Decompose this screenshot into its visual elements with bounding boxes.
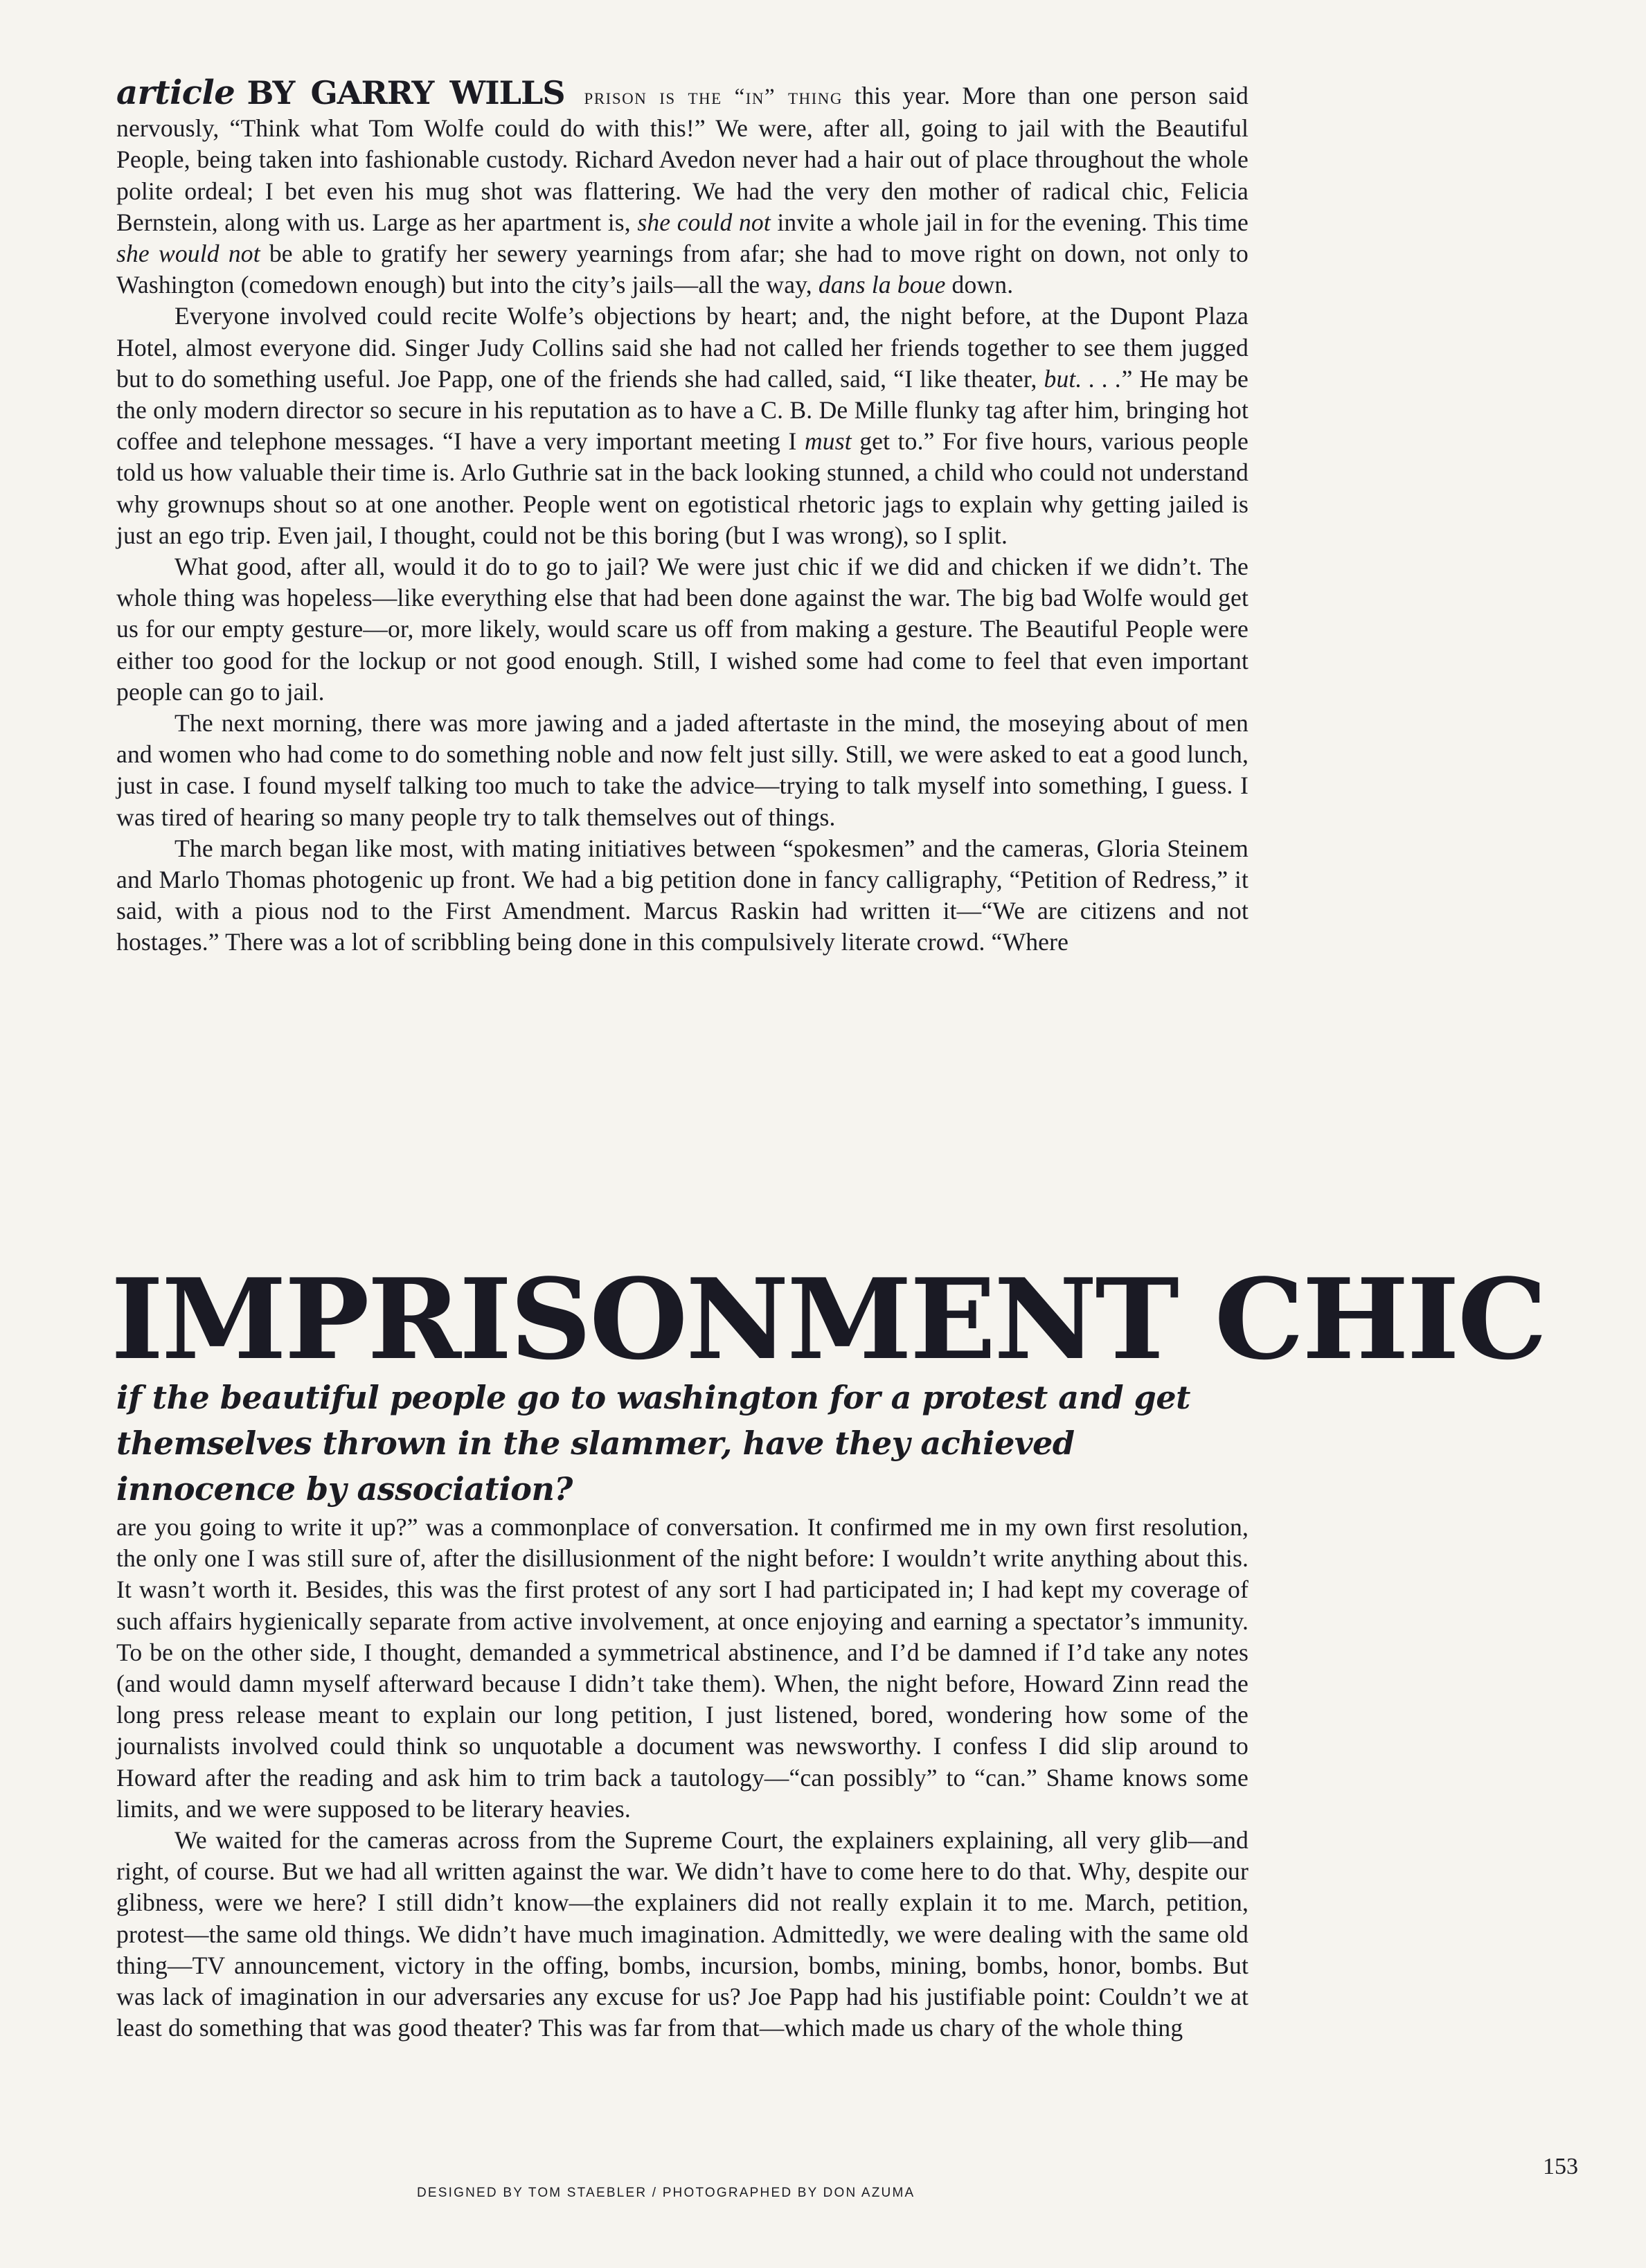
headline: IMPRISONMENT CHIC: [111, 1254, 1546, 1384]
text-run: Everyone involved could recite Wolfe’s objections by heart; and, the night before, at the Dupont Plaza Hotel, almost everyone did. Singer Judy Collins said she had not called her friends together to see them jugged but to do something useful. Joe Papp, one of the friends she had called, said, “I like theater,: [116, 302, 1249, 393]
text-run: be able to gratify her sewery yearnings from afar; she had to move right on down, not only to Washington (comedown enough) but into the city’s jails—all the way,: [116, 240, 1249, 299]
photo-credits: DESIGNED BY TOM STAEBLER / PHOTOGRAPHED BY DON AZUMA: [417, 2186, 915, 2200]
byline: BY GARRY WILLS: [247, 74, 565, 111]
paragraph: [116, 301, 1249, 551]
subhead: if the beautiful people go to washington for a protest and get themselves thrown in the slammer, have they achieved innocence by association?: [116, 1379, 1190, 1508]
article-bottom-text: [116, 1512, 1249, 2044]
paragraph: [116, 551, 1249, 708]
text-run: get to.” For five hours, various people told us how valuable their time is. Arlo Guthrie sat in the back looking stunned, a child who could not understand why grownups shout so at one another. People went on egotistical rhetoric jags to explain why getting jailed is just an ego trip. Even jail, I thought, could not be this boring (but I was wrong), so I split.: [116, 427, 1249, 549]
page-number: 153: [1543, 2154, 1578, 2179]
italic-text: she would not: [116, 240, 260, 268]
text-run: The march began like most, with mating initiatives between “spokesmen” and the cameras, Gloria Steinem and Marlo Thomas photogenic up front. We had a big petition done in fancy calligraphy, “Petition of Redress,” it said, with a pious nod to the First Amendment. Marcus Raskin had written it—“We are citizens and not hostages.” There was a lot of scribbling being done in this compulsively literate crowd. “Where: [116, 834, 1249, 956]
paragraph: are you going to write it up?” was a commonplace of conversation. It confirmed me in my own first resolution, the only one I was still sure of, after the disillusionment of the night before: I wouldn’t write anything about this. It wasn’t worth it. Besides, this was the first protest of any sort I had participated in; I had kept my coverage of such affairs hygienically separate from active involvement, at once enjoying and earning a spectator’s immunity. To be on the other side, I thought, demanded a symmetrical abstinence, and I’d be damned if I’d take any notes (and would damn myself afterward because I didn’t take them). When, the night before, Howard Zinn read the long press release meant to explain our long petition, I just listened, bored, wondering how some of the journalists involved could think so unquotable a document was newsworthy. I confess I did slip around to Howard after the reading and ask him to trim back a tautology—“can possibly” to “can.” Shame knows some limits, and we were supposed to be literary heavies.: [116, 1513, 1249, 1823]
italic-text: but. . . .: [1044, 364, 1122, 393]
italic-text: dans la boue: [818, 271, 946, 299]
lead-smallcaps: prison is the “in” thing: [584, 84, 843, 109]
article-top-text: [116, 73, 1249, 958]
paragraph: [116, 708, 1249, 833]
text-run: invite a whole jail in for the evening. This time: [770, 208, 1249, 236]
text-run: down.: [945, 271, 1014, 299]
paragraph-body: [116, 82, 1249, 298]
paragraph: [116, 833, 1249, 958]
text-run: The next morning, there was more jawing and a jaded aftertaste in the mind, the moseying about of men and women who had come to do something noble and now felt just silly. Still, we were asked to eat a good lunch, just in case. I found myself talking too much to take the advice—trying to talk myself into something, I guess. I was tired of hearing so many people try to talk themselves out of things.: [116, 709, 1249, 831]
opening-paragraph: [116, 73, 1249, 301]
text-run: What good, after all, would it do to go to jail? We were just chic if we did and chicken if we didn’t. The whole thing was hopeless—like everything else that had been done against the war. The big bad Wolfe would get us for our empty gesture—or, more likely, would scare us off from making a gesture. The Beautiful People were either too good for the lockup or not good enough. Still, I wished some had come to feel that even important people can go to jail.: [116, 553, 1249, 706]
paragraph: We waited for the cameras across from the Supreme Court, the explainers explaining, all very glib—and right, of course. But we had all written against the war. We didn’t have to come here to do that. Why, despite our glibness, were we here? I still didn’t know—the explainers did not really explain it to me. March, petition, protest—the same old things. We didn’t have much imagination. Admittedly, we were dealing with the same old thing—TV announcement, victory in the offing, bombs, incursion, bombs, mining, bombs, honor, bombs. But was lack of imagination in our adversaries any excuse for us? Joe Papp had his justifiable point: Couldn’t we at least do something that was good theater? This was far from that—which made us chary of the whole thing: [116, 1826, 1249, 2042]
text-run: this year. More than one person said nervously, “Think what Tom Wolfe could do with this!” We were, after all, going to jail with the Beautiful People, being taken into fashionable custody. Richard Avedon never had a hair out of place throughout the whole polite ordeal; I bet even his mug shot was flattering. We had the very den mother of radical chic, Felicia Bernstein, along with us. Large as her apartment is,: [116, 82, 1249, 236]
italic-text: she could not: [637, 208, 771, 236]
italic-text: must: [804, 427, 852, 456]
text-run: ” He may be the only modern director so secure in his reputation as to have a C. B. De Mille flunky tag after him, bringing hot coffee and telephone messages. “I have a very important meeting I: [116, 364, 1249, 456]
article-kicker: article: [116, 73, 235, 112]
